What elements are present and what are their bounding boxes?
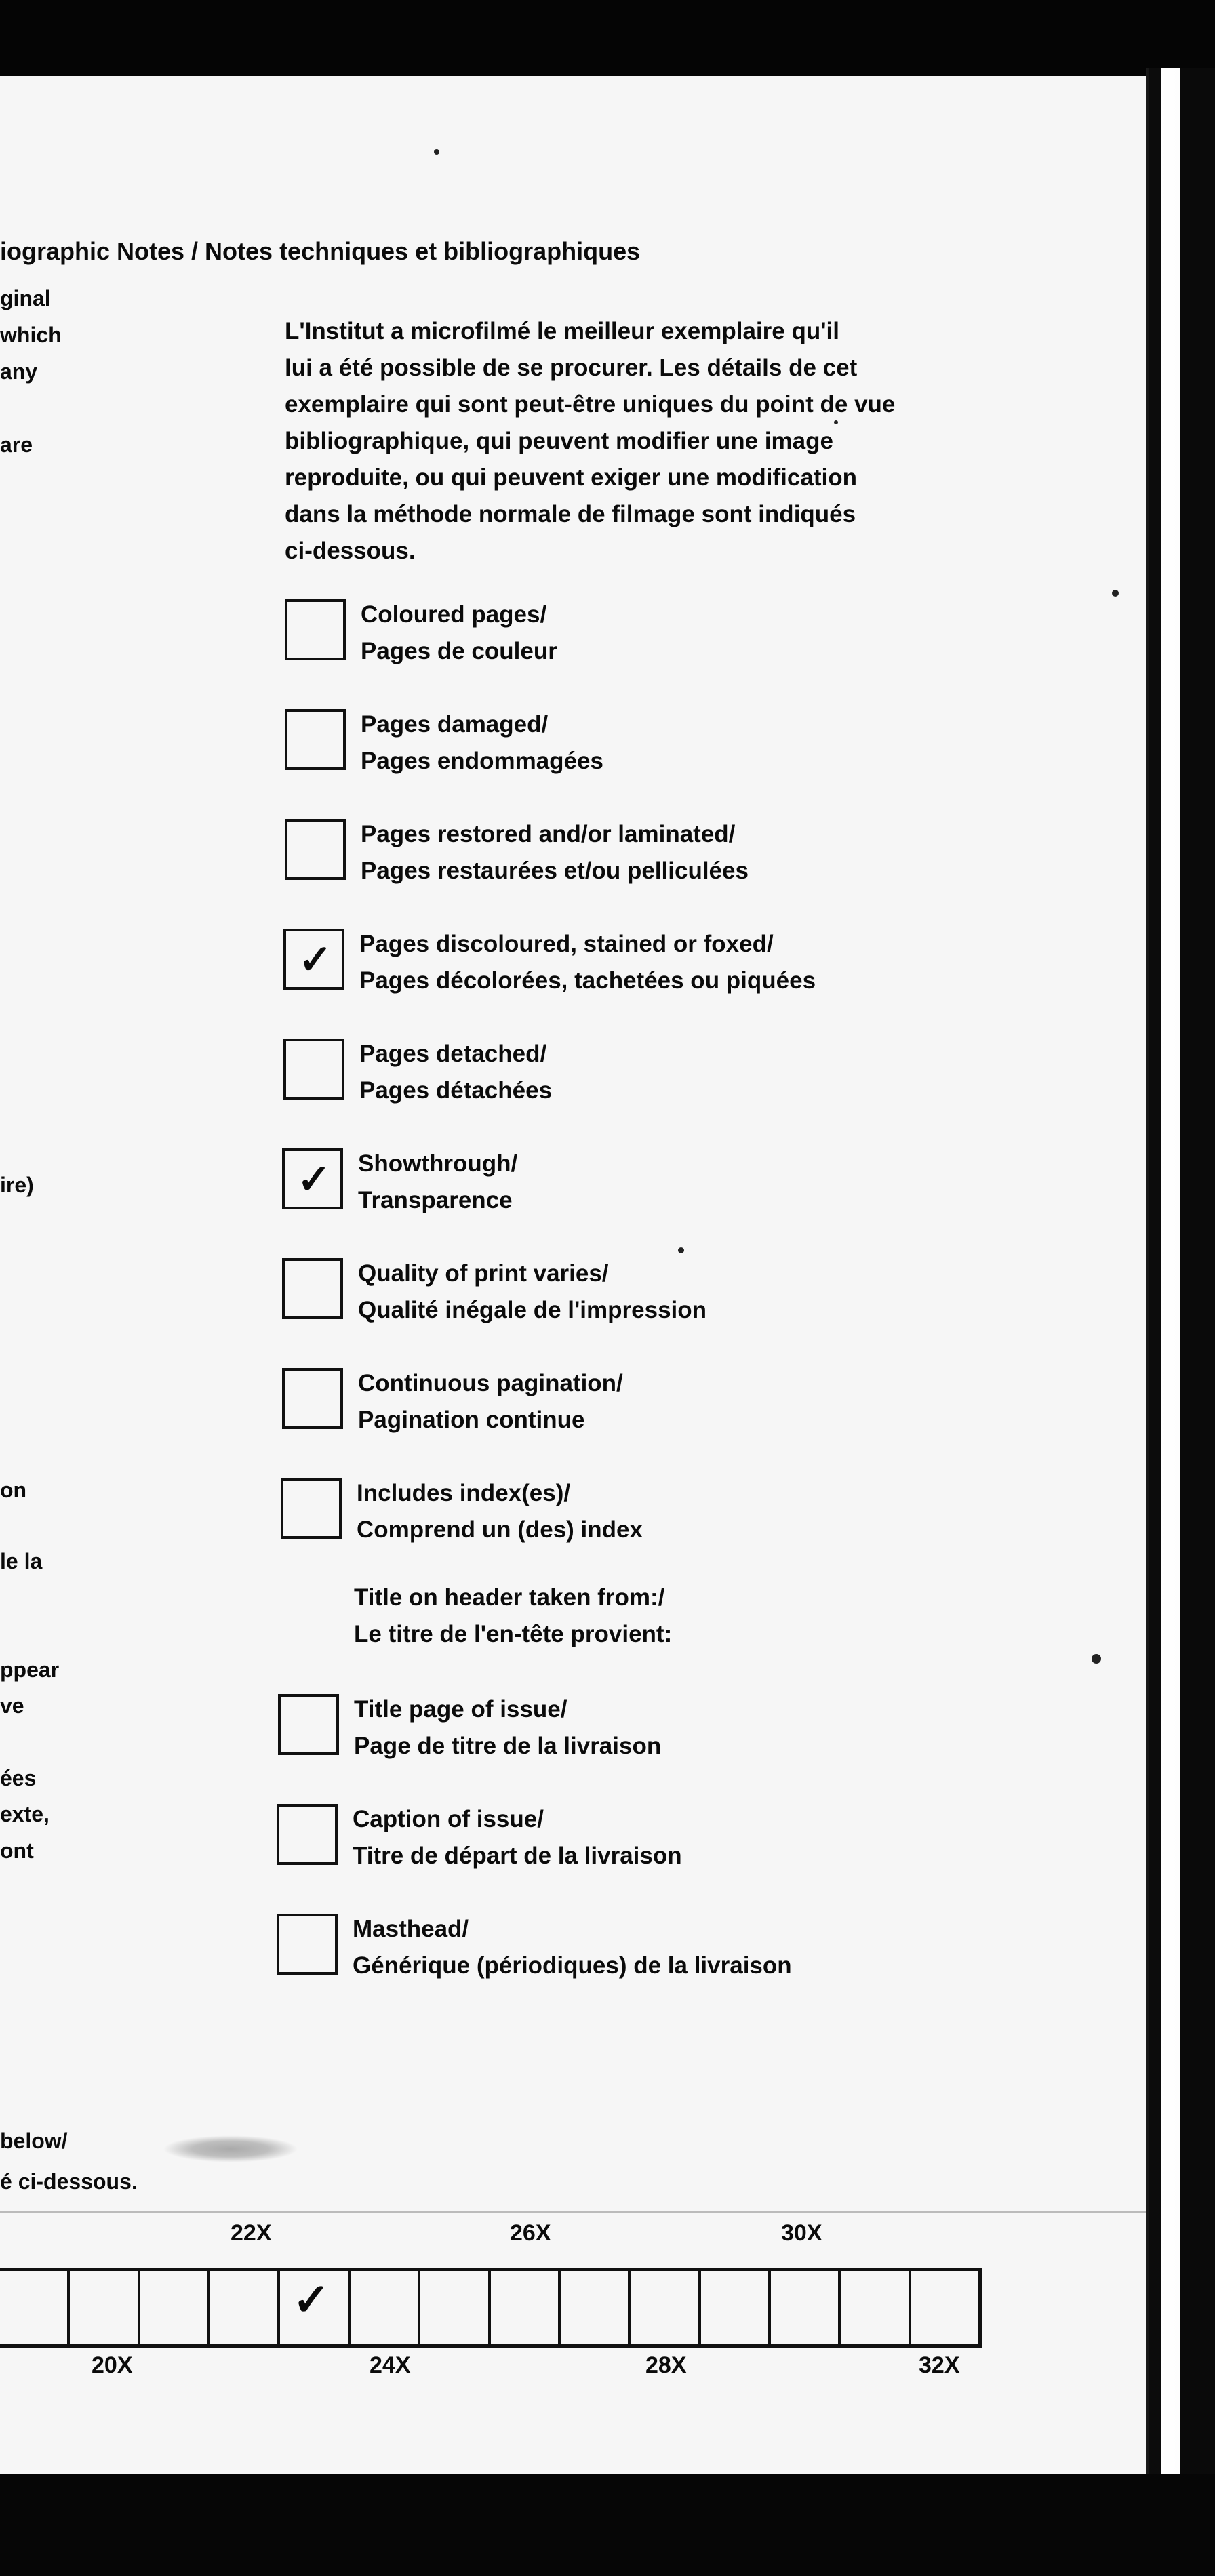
left-fragment: é ci-dessous. bbox=[0, 2169, 138, 2194]
label-en: Caption of issue/ bbox=[353, 1806, 544, 1832]
left-fragment: exte, bbox=[0, 1802, 49, 1826]
label-fr: Page de titre de la livraison bbox=[354, 1733, 662, 1759]
checkmark-icon: ✓ bbox=[298, 937, 333, 982]
scan-speck bbox=[834, 420, 838, 424]
label-fr: Pages restaurées et/ou pelliculées bbox=[361, 858, 749, 884]
ratio-cell[interactable] bbox=[351, 2271, 420, 2344]
intro-paragraph bbox=[285, 313, 963, 569]
checkbox[interactable] bbox=[277, 1804, 338, 1865]
label-en: Pages damaged/ bbox=[361, 711, 549, 738]
checklist-label bbox=[361, 816, 749, 889]
ratio-cell[interactable] bbox=[701, 2271, 771, 2344]
ratio-cell[interactable] bbox=[911, 2271, 978, 2344]
page-heading: iographic Notes / Notes techniques et bibliographiques bbox=[0, 237, 641, 265]
left-fragment: ées bbox=[0, 1766, 37, 1790]
left-fragment: ire) bbox=[0, 1173, 34, 1197]
ratio-label-20x: 20X bbox=[92, 2352, 133, 2378]
ratio-label-32x: 32X bbox=[919, 2352, 960, 2378]
ratio-cell[interactable] bbox=[70, 2271, 140, 2344]
checklist-item bbox=[274, 1691, 952, 1766]
checklist-item bbox=[279, 926, 957, 1001]
checklist-label bbox=[357, 1475, 643, 1548]
header-source-en: Title on header taken from:/ bbox=[354, 1584, 665, 1611]
label-fr: Qualité inégale de l'impression bbox=[358, 1297, 707, 1323]
ratio-label-26x: 26X bbox=[510, 2220, 551, 2246]
left-fragment: ginal bbox=[0, 286, 51, 310]
label-fr: Comprend un (des) index bbox=[357, 1516, 643, 1543]
checklist-label bbox=[358, 1146, 517, 1219]
ratio-label-30x: 30X bbox=[781, 2220, 822, 2246]
ratio-cell[interactable] bbox=[491, 2271, 561, 2344]
left-fragment: are bbox=[0, 432, 33, 457]
checkbox[interactable] bbox=[283, 929, 344, 990]
ratio-cell[interactable] bbox=[140, 2271, 210, 2344]
checklist-label bbox=[359, 1036, 552, 1109]
left-fragment: ppear bbox=[0, 1657, 60, 1682]
ratio-cell[interactable] bbox=[841, 2271, 911, 2344]
checkbox[interactable] bbox=[278, 1694, 339, 1755]
ratio-label-22x: 22X bbox=[231, 2220, 272, 2246]
checklist-label bbox=[353, 1911, 792, 1984]
reduction-ratio-grid bbox=[0, 2268, 982, 2348]
scan-speck bbox=[1092, 1654, 1101, 1664]
intro-line: lui a été possible de se procurer. Les détails de cet bbox=[285, 355, 858, 381]
label-en: Pages detached/ bbox=[359, 1041, 547, 1067]
ratio-label-28x: 28X bbox=[645, 2352, 687, 2378]
left-fragment: which bbox=[0, 323, 62, 347]
ratio-cell[interactable] bbox=[771, 2271, 841, 2344]
intro-line: dans la méthode normale de filmage sont indiqués bbox=[285, 501, 856, 527]
checklist-item bbox=[273, 1801, 951, 1876]
checkbox[interactable] bbox=[285, 709, 346, 770]
label-en: Coloured pages/ bbox=[361, 601, 547, 628]
ratio-cell[interactable] bbox=[631, 2271, 700, 2344]
scan-speck bbox=[434, 149, 439, 155]
label-fr: Pagination continue bbox=[358, 1407, 585, 1433]
checkbox[interactable] bbox=[282, 1368, 343, 1429]
checklist-label bbox=[358, 1255, 706, 1329]
label-fr: Pages de couleur bbox=[361, 638, 557, 664]
ratio-label-24x: 24X bbox=[370, 2352, 411, 2378]
checklist-label bbox=[361, 597, 557, 670]
label-en: Title page of issue/ bbox=[354, 1696, 567, 1723]
checkbox[interactable] bbox=[285, 819, 346, 880]
intro-line: ci-dessous. bbox=[285, 538, 416, 564]
ratio-cell[interactable] bbox=[420, 2271, 490, 2344]
checklist-label bbox=[359, 926, 816, 999]
scan-smudge bbox=[163, 2135, 298, 2162]
checklist-label bbox=[358, 1365, 623, 1438]
checklist-item bbox=[273, 1911, 951, 1986]
header-source-label bbox=[354, 1579, 672, 1653]
intro-line: reproduite, ou qui peuvent exiger une modification bbox=[285, 464, 857, 491]
checkbox[interactable] bbox=[285, 599, 346, 660]
intro-line: bibliographique, qui peuvent modifier une image bbox=[285, 428, 833, 454]
scan-speck bbox=[1112, 590, 1119, 597]
checkmark-icon: ✓ bbox=[292, 2274, 330, 2325]
checkbox[interactable] bbox=[283, 1039, 344, 1100]
label-en: Includes index(es)/ bbox=[357, 1480, 571, 1506]
left-fragment: on bbox=[0, 1478, 27, 1502]
label-en: Continuous pagination/ bbox=[358, 1370, 623, 1396]
checklist-item bbox=[278, 1365, 956, 1440]
left-fragment: below/ bbox=[0, 2129, 68, 2153]
ratio-cell[interactable] bbox=[210, 2271, 280, 2344]
ratio-cell[interactable] bbox=[280, 2271, 350, 2344]
label-fr: Pages détachées bbox=[359, 1077, 553, 1104]
checkbox[interactable] bbox=[281, 1478, 342, 1539]
scan-right-border bbox=[1180, 68, 1215, 2481]
section-divider bbox=[0, 2211, 1146, 2213]
checklist-item bbox=[279, 1036, 957, 1110]
left-fragment: any bbox=[0, 359, 38, 384]
header-source-fr: Le titre de l'en-tête provient: bbox=[354, 1621, 673, 1647]
checklist-item bbox=[281, 597, 959, 671]
checklist-item bbox=[278, 1255, 956, 1330]
checklist-item bbox=[281, 816, 959, 891]
checklist-label bbox=[354, 1691, 661, 1765]
label-en: Masthead/ bbox=[353, 1916, 469, 1942]
checklist-label bbox=[361, 706, 603, 780]
scan-top-border bbox=[0, 0, 1215, 76]
label-fr: Transparence bbox=[358, 1187, 513, 1213]
checkbox[interactable] bbox=[282, 1258, 343, 1319]
label-en: Showthrough/ bbox=[358, 1150, 518, 1177]
left-fragment: le la bbox=[0, 1549, 43, 1573]
checklist-label bbox=[353, 1801, 682, 1874]
label-fr: Générique (périodiques) de la livraison bbox=[353, 1952, 792, 1979]
label-en: Pages restored and/or laminated/ bbox=[361, 821, 736, 847]
label-fr: Pages décolorées, tachetées ou piquées bbox=[359, 967, 816, 994]
intro-line: L'Institut a microfilmé le meilleur exemplaire qu'il bbox=[285, 318, 839, 344]
checklist-item bbox=[278, 1146, 956, 1220]
ratio-cell[interactable] bbox=[561, 2271, 631, 2344]
intro-line: exemplaire qui sont peut-être uniques du point de vue bbox=[285, 391, 896, 418]
scan-bottom-border bbox=[0, 2474, 1215, 2576]
checklist-item bbox=[281, 706, 959, 781]
ratio-cell[interactable] bbox=[0, 2271, 70, 2344]
checkmark-icon: ✓ bbox=[297, 1156, 332, 1202]
checklist-item bbox=[277, 1475, 955, 1550]
label-fr: Pages endommagées bbox=[361, 748, 603, 774]
checkbox[interactable] bbox=[277, 1914, 338, 1975]
label-en: Quality of print varies/ bbox=[358, 1260, 609, 1287]
left-fragment: ve bbox=[0, 1693, 24, 1718]
checkbox[interactable] bbox=[282, 1148, 343, 1209]
scan-right-shadow bbox=[1149, 68, 1161, 2481]
scan-speck bbox=[678, 1247, 684, 1253]
label-en: Pages discoloured, stained or foxed/ bbox=[359, 931, 774, 957]
label-fr: Titre de départ de la livraison bbox=[353, 1843, 682, 1869]
left-fragment: ont bbox=[0, 1838, 34, 1863]
